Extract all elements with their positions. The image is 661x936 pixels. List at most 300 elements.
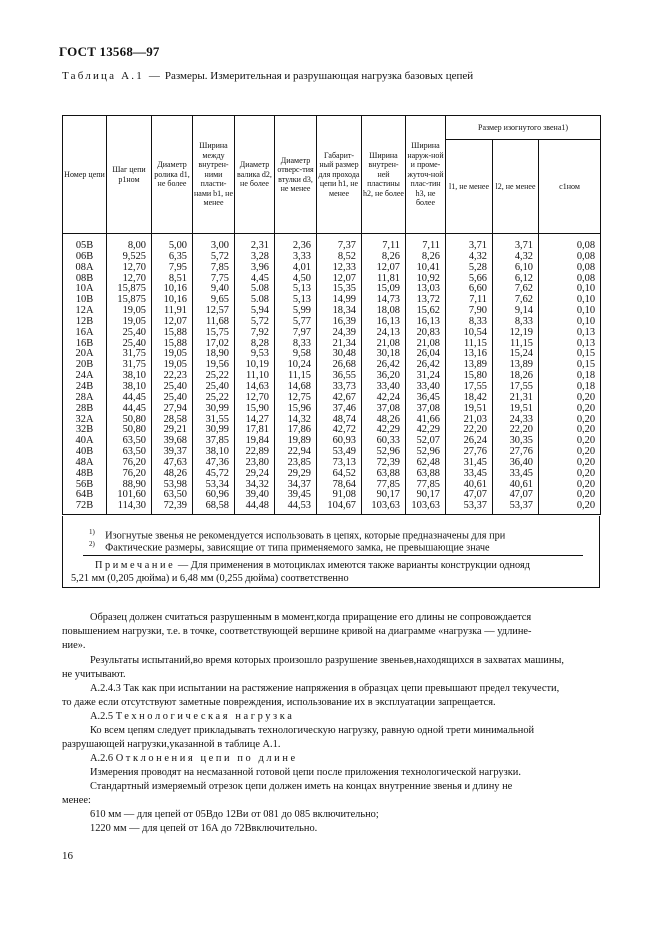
table-row xyxy=(63,469,601,480)
table-cell: 13,89 xyxy=(493,360,539,371)
table-cell: 8,33 xyxy=(275,339,317,350)
table-cell: 63,50 xyxy=(107,447,152,458)
footnote-2 xyxy=(89,540,490,553)
table-cell: 0,20 xyxy=(539,425,601,436)
chain-number-cell: 24A xyxy=(63,371,107,382)
table-cell: 0,18 xyxy=(539,371,601,382)
table-cell: 25,40 xyxy=(152,393,193,404)
table-cell: 53,49 xyxy=(317,447,362,458)
table-cell: 13,72 xyxy=(406,295,446,306)
table-cell: 9,40 xyxy=(193,284,235,295)
table-cell: 42,29 xyxy=(362,425,406,436)
table-cell: 7,62 xyxy=(493,284,539,295)
table-cell: 33,40 xyxy=(406,382,446,393)
table-cell: 25,40 xyxy=(193,382,235,393)
table-cell: 6,60 xyxy=(446,284,493,295)
table-cell: 0,10 xyxy=(539,295,601,306)
footnote-2-text: Фактические размеры, зависящие от типа применяемого замка, не превышающие значе xyxy=(105,542,490,554)
table-cell: 0,20 xyxy=(539,501,601,514)
table-cell: 6,35 xyxy=(152,252,193,263)
table-cell: 11,91 xyxy=(152,306,193,317)
chain-number-cell: 16B xyxy=(63,339,107,350)
table-cell: 21,08 xyxy=(362,339,406,350)
chain-number-cell: 72B xyxy=(63,501,107,514)
col-header-l1: l1, не менее xyxy=(446,140,493,234)
table-cell: 7,11 xyxy=(446,295,493,306)
paragraph-2-line-2: не учитывают. xyxy=(62,669,126,680)
table-cell: 53,98 xyxy=(152,480,193,491)
table-cell: 30,99 xyxy=(193,404,235,415)
table-cell: 42,29 xyxy=(406,425,446,436)
section-heading-a25-title: Технологическая нагрузка xyxy=(115,711,295,722)
table-cell: 14,99 xyxy=(317,295,362,306)
table-cell: 50,80 xyxy=(107,425,152,436)
table-cell: 26,42 xyxy=(362,360,406,371)
table-cell: 17,02 xyxy=(193,339,235,350)
table-cell: 52,07 xyxy=(406,436,446,447)
table-cell: 42,67 xyxy=(317,393,362,404)
table-cell: 10,16 xyxy=(152,284,193,295)
col-header-inner-width: Ширина между внутрен-ними пласти-нами b1, не менее xyxy=(193,116,235,234)
paragraph-4-line-1: Ко всем цепям следует прикладывать технологическую нагрузку, равную одной трети минимальной xyxy=(90,725,535,736)
table-cell: 29,21 xyxy=(152,425,193,436)
table-cell: 0,10 xyxy=(539,284,601,295)
chain-number-cell: 32B xyxy=(63,425,107,436)
table-cell: 38,10 xyxy=(193,447,235,458)
table-notes xyxy=(62,516,600,588)
table-cell: 22,94 xyxy=(275,447,317,458)
table-cell: 16,13 xyxy=(362,317,406,328)
table-cell: 33,45 xyxy=(446,469,493,480)
table-cell: 15,24 xyxy=(493,349,539,360)
table-cell: 5,72 xyxy=(193,252,235,263)
table-cell: 0,10 xyxy=(539,317,601,328)
col-header-c1: c1ном xyxy=(539,140,601,234)
table-cell: 53,37 xyxy=(446,501,493,514)
table-cell: 39,68 xyxy=(152,436,193,447)
table-cell: 7,11 xyxy=(362,234,406,252)
table-cell: 2,36 xyxy=(275,234,317,252)
table-cell: 33,40 xyxy=(362,382,406,393)
table-cell: 64,52 xyxy=(317,469,362,480)
table-cell: 9,65 xyxy=(193,295,235,306)
table-cell: 11,15 xyxy=(493,339,539,350)
table-cell: 23,80 xyxy=(235,458,275,469)
col-header-inner-plate-width: Ширина внутрен-ней пластины h2, не более xyxy=(362,116,406,234)
table-cell: 8,26 xyxy=(362,252,406,263)
table-cell: 15,96 xyxy=(275,404,317,415)
table-cell: 19,51 xyxy=(446,404,493,415)
table-cell: 63,50 xyxy=(107,436,152,447)
table-cell: 6,10 xyxy=(493,263,539,274)
table-cell: 2,31 xyxy=(235,234,275,252)
document-header: ГОСТ 13568—97 xyxy=(59,44,160,59)
table-cell: 19,05 xyxy=(107,306,152,317)
paragraph-3-line-2: то даже если отсутствуют заметные повреждения, использование их в эксплуатации запрещается. xyxy=(62,697,496,708)
table-cell: 33,73 xyxy=(317,382,362,393)
chain-number-cell: 32A xyxy=(63,415,107,426)
table-cell: 101,60 xyxy=(107,490,152,501)
table-cell: 14,73 xyxy=(362,295,406,306)
table-cell: 5,13 xyxy=(275,284,317,295)
table-cell: 15,875 xyxy=(107,295,152,306)
chain-number-cell: 12A xyxy=(63,306,107,317)
chain-number-cell: 10B xyxy=(63,295,107,306)
table-cell: 36,55 xyxy=(317,371,362,382)
table-cell: 10,92 xyxy=(406,274,446,285)
table-cell: 63,88 xyxy=(406,469,446,480)
table-cell: 0,20 xyxy=(539,490,601,501)
table-cell: 15,88 xyxy=(152,339,193,350)
chain-number-cell: 28A xyxy=(63,393,107,404)
table-cell: 5,72 xyxy=(235,317,275,328)
table-cell: 18,34 xyxy=(317,306,362,317)
table-cell: 91,08 xyxy=(317,490,362,501)
col-header-pitch: Шаг цепи p1ном xyxy=(107,116,152,234)
chain-number-cell: 48B xyxy=(63,469,107,480)
table-cell: 5,99 xyxy=(275,306,317,317)
table-cell: 4,50 xyxy=(275,274,317,285)
table-cell: 63,88 xyxy=(362,469,406,480)
table-cell: 37,85 xyxy=(193,436,235,447)
table-cell: 9,58 xyxy=(275,349,317,360)
table-cell: 0,20 xyxy=(539,447,601,458)
table-cell: 25,40 xyxy=(107,339,152,350)
table-cell: 3,00 xyxy=(193,234,235,252)
table-cell: 11,15 xyxy=(446,339,493,350)
col-header-pin-diameter: Диаметр валика d2, не более xyxy=(235,116,275,234)
table-cell: 63,50 xyxy=(152,490,193,501)
table-cell: 0,20 xyxy=(539,436,601,447)
table-cell: 19,84 xyxy=(235,436,275,447)
col-header-chain-number: Номер цепи xyxy=(63,116,107,234)
table-cell: 8,51 xyxy=(152,274,193,285)
table-cell: 15,75 xyxy=(193,328,235,339)
table-cell: 4,45 xyxy=(235,274,275,285)
chain-number-cell: 16A xyxy=(63,328,107,339)
table-cell: 72,39 xyxy=(152,501,193,514)
table-cell: 52,96 xyxy=(406,447,446,458)
table-cell: 60,93 xyxy=(317,436,362,447)
table-cell: 42,72 xyxy=(317,425,362,436)
page-number: 16 xyxy=(62,850,73,862)
chain-number-cell: 28B xyxy=(63,404,107,415)
table-cell: 40,61 xyxy=(446,480,493,491)
table-cell: 11,68 xyxy=(193,317,235,328)
table-cell: 10,41 xyxy=(406,263,446,274)
table-cell: 0,20 xyxy=(539,458,601,469)
table-cell: 44,45 xyxy=(107,404,152,415)
table-remark xyxy=(95,560,530,571)
table-cell: 60,33 xyxy=(362,436,406,447)
table-cell: 37,46 xyxy=(317,404,362,415)
table-cell: 50,80 xyxy=(107,415,152,426)
table-cell: 12,07 xyxy=(152,317,193,328)
table-cell: 5.08 xyxy=(235,295,275,306)
table-row xyxy=(63,328,601,339)
table-cell: 22,89 xyxy=(235,447,275,458)
section-heading-a25 xyxy=(90,711,294,722)
table-cell: 25,40 xyxy=(107,328,152,339)
notes-divider xyxy=(83,555,583,556)
chain-number-cell: 48A xyxy=(63,458,107,469)
table-cell: 36,20 xyxy=(362,371,406,382)
table-cell: 9,14 xyxy=(493,306,539,317)
table-cell: 33,45 xyxy=(493,469,539,480)
table-cell: 23,85 xyxy=(275,458,317,469)
table-cell: 19,05 xyxy=(107,317,152,328)
table-cell: 8,33 xyxy=(446,317,493,328)
col-header-bush-bore: Диаметр отверс-тия втулки d3, не менее xyxy=(275,116,317,234)
table-remark-continued: 5,21 мм (0,205 дюйма) и 6,48 мм (0,255 дюйма) соответственно xyxy=(71,573,349,584)
table-cell: 0,10 xyxy=(539,306,601,317)
table-cell: 7,62 xyxy=(493,295,539,306)
table-cell: 72,39 xyxy=(362,458,406,469)
table-cell: 76,20 xyxy=(107,458,152,469)
table-cell: 19,05 xyxy=(152,360,193,371)
table-cell: 17,81 xyxy=(235,425,275,436)
table-cell: 22,20 xyxy=(446,425,493,436)
footnote-1-text: Изогнутые звенья не рекомендуется использовать в цепях, которые предназначены для при xyxy=(105,530,506,542)
paragraph-6-line-2: менее: xyxy=(62,795,91,806)
table-cell: 5,66 xyxy=(446,274,493,285)
table-cell: 18,90 xyxy=(193,349,235,360)
table-cell: 47,07 xyxy=(493,490,539,501)
table-cell: 19,51 xyxy=(493,404,539,415)
table-cell: 31,75 xyxy=(107,360,152,371)
table-cell: 26,04 xyxy=(406,349,446,360)
table-cell: 7,85 xyxy=(193,263,235,274)
table-caption-prefix: Таблица А.1 — xyxy=(62,70,163,82)
table-cell: 12,70 xyxy=(107,263,152,274)
table-cell: 18,42 xyxy=(446,393,493,404)
table-cell: 8,33 xyxy=(493,317,539,328)
table-cell: 7,75 xyxy=(193,274,235,285)
table-cell: 27,94 xyxy=(152,404,193,415)
table-row xyxy=(63,234,601,252)
table-cell: 31,45 xyxy=(446,458,493,469)
table-cell: 3,71 xyxy=(446,234,493,252)
paragraph-2-line-1: Результаты испытаний,во время которых произошло разрушение звеньев,находящихся в захватах машины, xyxy=(90,655,564,666)
table-cell: 8,52 xyxy=(317,252,362,263)
table-cell: 47,36 xyxy=(193,458,235,469)
table-cell: 18,26 xyxy=(493,371,539,382)
table-cell: 25,40 xyxy=(152,382,193,393)
table-cell: 39,45 xyxy=(275,490,317,501)
table-cell: 41,66 xyxy=(406,415,446,426)
table-cell: 5.08 xyxy=(235,284,275,295)
table-cell: 4,32 xyxy=(446,252,493,263)
table-cell: 52,96 xyxy=(362,447,406,458)
table-cell: 22,20 xyxy=(493,425,539,436)
table-cell: 103,63 xyxy=(406,501,446,514)
table-cell: 22,23 xyxy=(152,371,193,382)
paragraph-6-line-1: Стандартный измеряемый отрезок цепи должен иметь на концах внутренние звенья и длину не xyxy=(90,781,513,792)
table-caption-title: Размеры. Измерительная и разрушающая нагрузка базовых цепей xyxy=(164,70,474,82)
table-cell: 47,07 xyxy=(446,490,493,501)
table-cell: 30,48 xyxy=(317,349,362,360)
table-cell: 88,90 xyxy=(107,480,152,491)
table-cell: 18,08 xyxy=(362,306,406,317)
table-cell: 39,37 xyxy=(152,447,193,458)
col-header-roller-diameter: Диаметр ролика d1, не более xyxy=(152,116,193,234)
paragraph-1-line-3: ние». xyxy=(62,640,86,651)
table-cell: 38,10 xyxy=(107,382,152,393)
table-remark-label: Примечание xyxy=(95,560,176,571)
table-cell: 104,67 xyxy=(317,501,362,514)
table-cell: 12,70 xyxy=(235,393,275,404)
table-cell: 0,13 xyxy=(539,339,601,350)
table-cell: 37,08 xyxy=(362,404,406,415)
table-cell: 7,95 xyxy=(152,263,193,274)
table-cell: 26,68 xyxy=(317,360,362,371)
table-cell: 6,12 xyxy=(493,274,539,285)
table-cell: 8,26 xyxy=(406,252,446,263)
table-cell: 0,20 xyxy=(539,469,601,480)
table-cell: 29,24 xyxy=(235,469,275,480)
table-cell: 19,56 xyxy=(193,360,235,371)
table-cell: 0,20 xyxy=(539,480,601,491)
table-cell: 14,27 xyxy=(235,415,275,426)
table-cell: 44,53 xyxy=(275,501,317,514)
table-cell: 8,28 xyxy=(235,339,275,350)
table-cell: 24,33 xyxy=(493,415,539,426)
table-cell: 19,89 xyxy=(275,436,317,447)
chain-number-cell: 08A xyxy=(63,263,107,274)
table-cell: 47,63 xyxy=(152,458,193,469)
table-cell: 16,39 xyxy=(317,317,362,328)
chain-dimensions-table xyxy=(62,115,601,515)
table-cell: 12,70 xyxy=(107,274,152,285)
table-cell: 7,11 xyxy=(406,234,446,252)
table-cell: 5,00 xyxy=(152,234,193,252)
table-cell: 60,96 xyxy=(193,490,235,501)
table-cell: 26,42 xyxy=(406,360,446,371)
table-cell: 15,09 xyxy=(362,284,406,295)
table-caption xyxy=(62,70,473,82)
table-cell: 44,45 xyxy=(107,393,152,404)
footnote-1-mark: 1) xyxy=(89,528,95,536)
table-cell: 0,20 xyxy=(539,404,601,415)
chain-number-cell: 40A xyxy=(63,436,107,447)
table-cell: 103,63 xyxy=(362,501,406,514)
table-cell: 34,37 xyxy=(275,480,317,491)
table-cell: 16,13 xyxy=(406,317,446,328)
table-row xyxy=(63,404,601,415)
table-cell: 4,01 xyxy=(275,263,317,274)
table-cell: 4,32 xyxy=(493,252,539,263)
table-cell: 5,28 xyxy=(446,263,493,274)
table-cell: 30,18 xyxy=(362,349,406,360)
table-cell: 48,26 xyxy=(152,469,193,480)
table-cell: 39,40 xyxy=(235,490,275,501)
chain-number-cell: 10A xyxy=(63,284,107,295)
table-cell: 0,15 xyxy=(539,349,601,360)
footnote-2-mark: 2) xyxy=(89,540,95,548)
table-cell: 21,34 xyxy=(317,339,362,350)
table-cell: 5,13 xyxy=(275,295,317,306)
table-cell: 25,22 xyxy=(193,371,235,382)
table-cell: 36,40 xyxy=(493,458,539,469)
chain-number-cell: 64B xyxy=(63,490,107,501)
section-heading-a25-number: А.2.5 xyxy=(90,711,114,722)
table-cell: 7,37 xyxy=(317,234,362,252)
table-cell: 0,13 xyxy=(539,328,601,339)
table-cell: 90,17 xyxy=(362,490,406,501)
table-cell: 24,13 xyxy=(362,328,406,339)
table-cell: 9,525 xyxy=(107,252,152,263)
table-cell: 8,00 xyxy=(107,234,152,252)
table-cell: 40,61 xyxy=(493,480,539,491)
table-cell: 9,53 xyxy=(235,349,275,360)
table-cell: 15,62 xyxy=(406,306,446,317)
table-cell: 48,26 xyxy=(362,415,406,426)
table-cell: 31,55 xyxy=(193,415,235,426)
table-cell: 62,48 xyxy=(406,458,446,469)
chain-number-cell: 05B xyxy=(63,234,107,252)
table-cell: 14,68 xyxy=(275,382,317,393)
table-cell: 20,83 xyxy=(406,328,446,339)
table-cell: 77,85 xyxy=(362,480,406,491)
table-cell: 15,875 xyxy=(107,284,152,295)
table-cell: 3,96 xyxy=(235,263,275,274)
table-cell: 7,92 xyxy=(235,328,275,339)
table-cell: 12,33 xyxy=(317,263,362,274)
paragraph-4-line-2: разрушающей нагрузки,указанной в таблице А.1. xyxy=(62,739,281,750)
table-cell: 7,97 xyxy=(275,328,317,339)
paragraph-1-line-1: Образец должен считаться разрушенным в момент,когда приращение его длины не сопровождается xyxy=(90,612,532,623)
table-cell: 15,35 xyxy=(317,284,362,295)
table-cell: 13,16 xyxy=(446,349,493,360)
table-cell: 31,24 xyxy=(406,371,446,382)
col-header-outer-plate-width: Ширина наруж-ной и проме-жуточ-ной плас-тин h3, не более xyxy=(406,116,446,234)
table-cell: 44,48 xyxy=(235,501,275,514)
table-cell: 0,08 xyxy=(539,234,601,252)
table-cell: 5,77 xyxy=(275,317,317,328)
table-cell: 11,15 xyxy=(275,371,317,382)
table-cell: 24,39 xyxy=(317,328,362,339)
table-cell: 27,76 xyxy=(446,447,493,458)
table-cell: 31,75 xyxy=(107,349,152,360)
table-cell: 11,10 xyxy=(235,371,275,382)
paragraph-7: 610 мм — для цепей от 05Вдо 12Ви от 081 до 085 включительно; xyxy=(90,809,379,820)
table-cell: 13,89 xyxy=(446,360,493,371)
table-cell: 12,07 xyxy=(362,263,406,274)
table-cell: 28,58 xyxy=(152,415,193,426)
chain-number-cell: 40B xyxy=(63,447,107,458)
table-cell: 34,32 xyxy=(235,480,275,491)
table-cell: 36,45 xyxy=(406,393,446,404)
section-heading-a26-title: Отклонения цепи по длине xyxy=(115,753,298,764)
table-cell: 68,58 xyxy=(193,501,235,514)
table-cell: 25,22 xyxy=(193,393,235,404)
table-cell: 15,80 xyxy=(446,371,493,382)
chain-number-cell: 08B xyxy=(63,274,107,285)
table-cell: 114,30 xyxy=(107,501,152,514)
table-cell: 17,55 xyxy=(446,382,493,393)
table-cell: 48,74 xyxy=(317,415,362,426)
table-row xyxy=(63,263,601,274)
table-cell: 21,03 xyxy=(446,415,493,426)
section-heading-a26-number: А.2.6 xyxy=(90,753,114,764)
table-cell: 0,20 xyxy=(539,415,601,426)
table-cell: 27,76 xyxy=(493,447,539,458)
paragraph-1-line-2: повышением нагрузки, т.е. в точке, соответствующей вершине кривой на диаграмме «нагрузка — удлине- xyxy=(62,626,532,637)
table-cell: 53,37 xyxy=(493,501,539,514)
table-cell: 10,16 xyxy=(152,295,193,306)
table-cell: 11,81 xyxy=(362,274,406,285)
table-cell: 12,07 xyxy=(317,274,362,285)
